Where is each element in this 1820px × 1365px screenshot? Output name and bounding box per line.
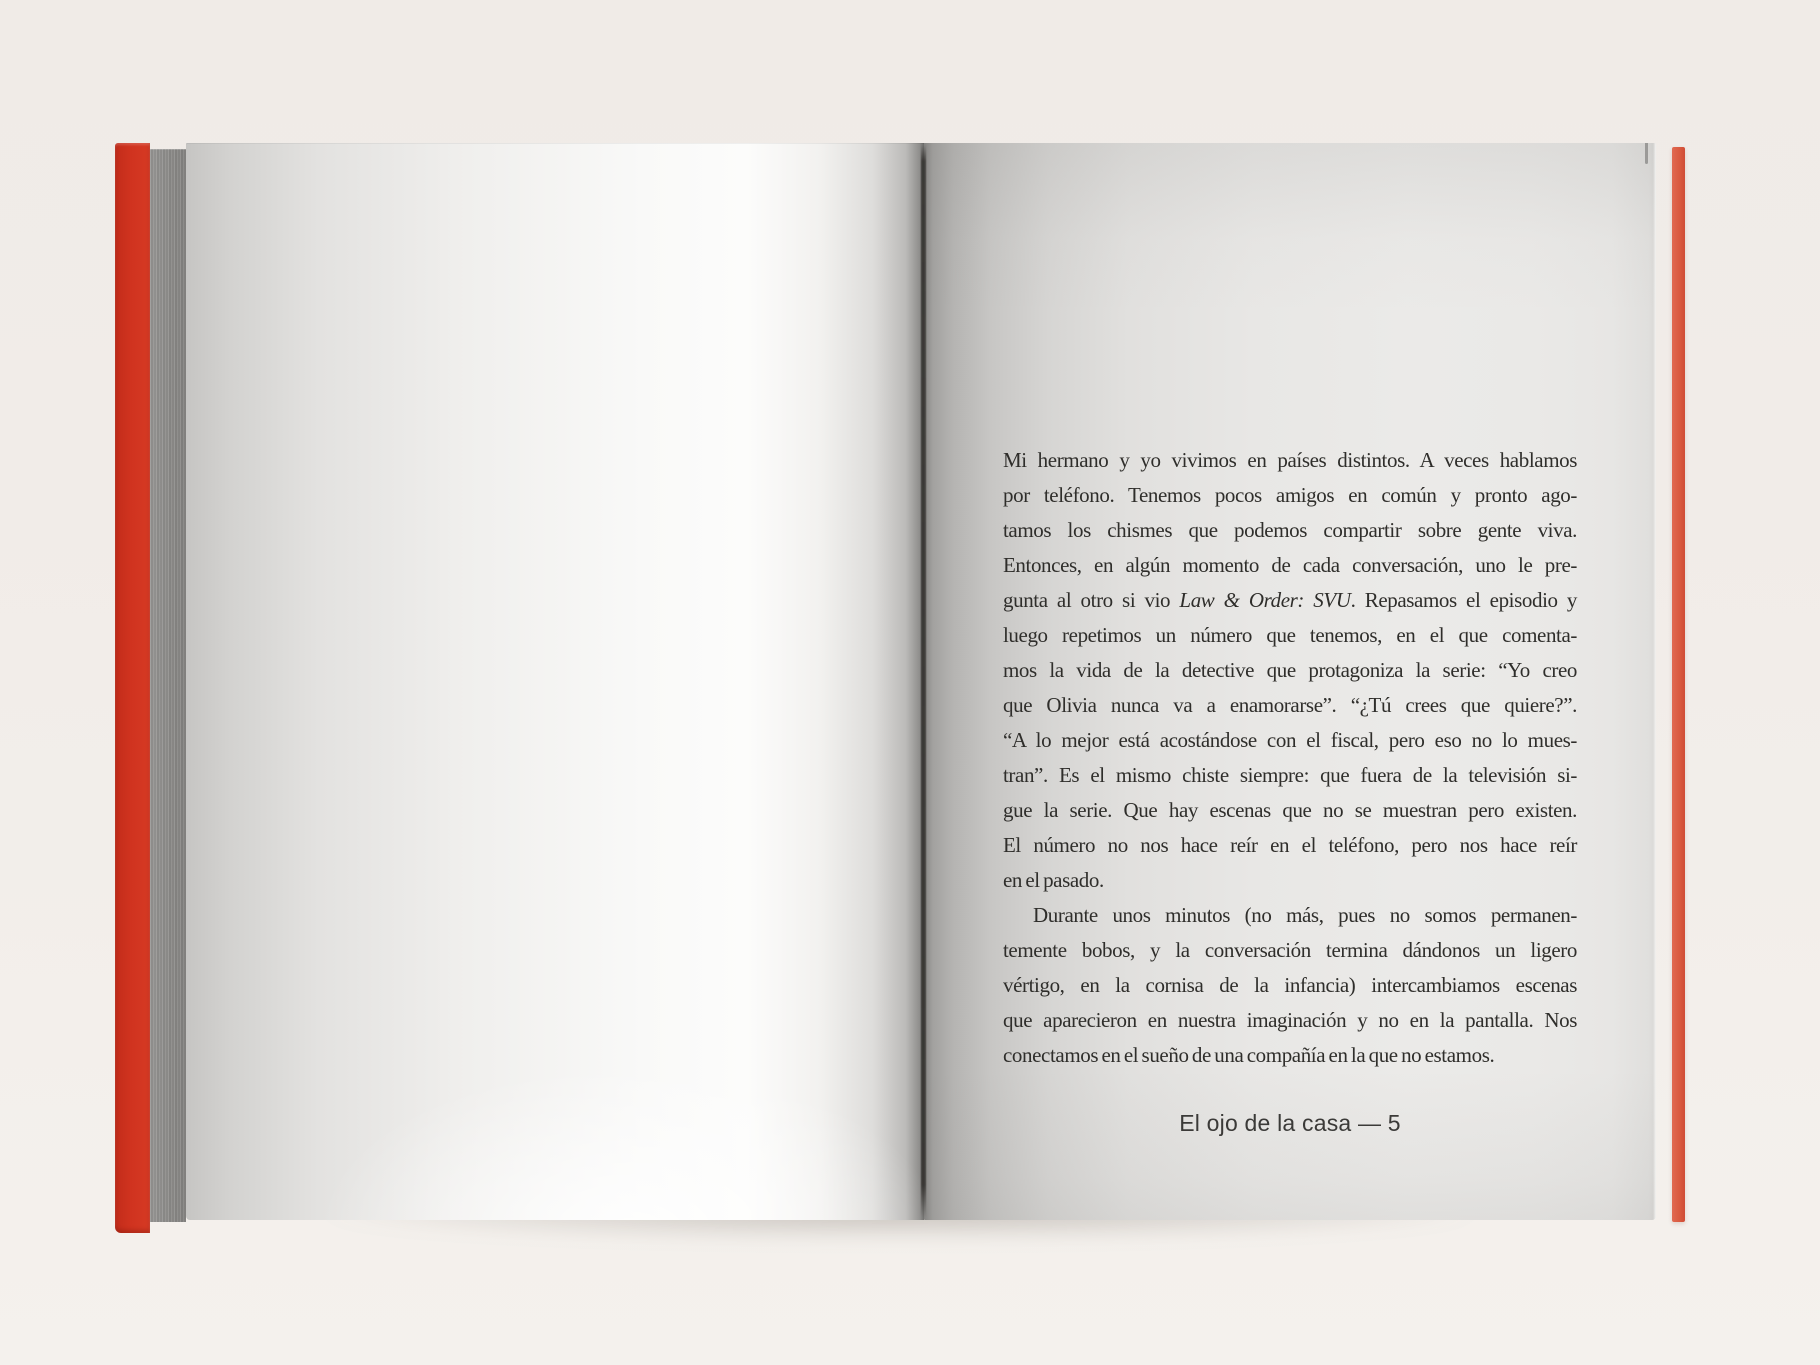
text-segment: Entonces, en algún momento de cada conversación, uno le pre- <box>1003 553 1577 577</box>
text-line <box>1003 1003 1577 1038</box>
back-cover-right-edge <box>1672 147 1685 1222</box>
text-line <box>1003 898 1577 933</box>
right-page <box>924 143 1656 1220</box>
text-line <box>1003 513 1577 548</box>
text-segment: que aparecieron en nuestra imaginación y no en la pantalla. Nos <box>1003 1008 1577 1032</box>
text-segment: Durante unos minutos (no más, pues no somos permanen- <box>1033 903 1577 927</box>
text-segment: . Repasamos el episodio y <box>1350 588 1577 612</box>
text-line <box>1003 478 1577 513</box>
text-line <box>1003 583 1577 618</box>
text-segment: conectamos en el sueño de una compañía en la que no estamos. <box>1003 1043 1495 1067</box>
text-line <box>1003 828 1577 863</box>
text-segment: vértigo, en la cornisa de la infancia) intercambiamos escenas <box>1003 973 1577 997</box>
text-segment: en el pasado. <box>1003 868 1104 892</box>
text-segment: por teléfono. Tenemos pocos amigos en común y pronto ago- <box>1003 483 1577 507</box>
text-segment: tamos los chismes que podemos compartir sobre gente viva. <box>1003 518 1577 542</box>
body-text <box>1003 443 1577 1073</box>
text-segment: temente bobos, y la conversación termina dándonos un ligero <box>1003 938 1577 962</box>
text-segment: luego repetimos un número que tenemos, en el que comenta- <box>1003 623 1577 647</box>
text-line <box>1003 933 1577 968</box>
text-line <box>1003 688 1577 723</box>
text-line <box>1003 1038 1577 1073</box>
text-line <box>1003 618 1577 653</box>
front-cover-left-edge <box>115 143 150 1233</box>
text-line <box>1003 443 1577 478</box>
text-line <box>1003 863 1577 898</box>
bookmark-tick <box>1645 143 1648 164</box>
text-segment: “A lo mejor está acostándose con el fiscal, pero eso no lo mues- <box>1003 728 1577 752</box>
italic-text-segment: Law & Order: SVU <box>1179 588 1351 612</box>
text-segment: tran”. Es el mismo chiste siempre: que fuera de la televisión si- <box>1003 763 1577 787</box>
page-stack-edges <box>150 149 186 1222</box>
text-line <box>1003 968 1577 1003</box>
text-line <box>1003 723 1577 758</box>
text-line <box>1003 793 1577 828</box>
text-line <box>1003 548 1577 583</box>
text-segment: gue la serie. Que hay escenas que no se muestran pero existen. <box>1003 798 1577 822</box>
text-line <box>1003 758 1577 793</box>
footer-running-title: El ojo de la casa — 5 <box>1179 1110 1401 1136</box>
left-page-blank <box>186 143 924 1220</box>
page-footer <box>1003 1109 1577 1137</box>
text-segment: El número no nos hace reír en el teléfono, pero nos hace reír <box>1003 833 1577 857</box>
text-segment: Mi hermano y yo vivimos en países distintos. A veces hablamos <box>1003 448 1577 472</box>
text-segment: mos la vida de la detective que protagoniza la serie: “Yo creo <box>1003 658 1577 682</box>
text-segment: gunta al otro si vio <box>1003 588 1180 612</box>
spine-gutter-shadow <box>921 145 926 1217</box>
text-segment: que Olivia nunca va a enamorarse”. “¿Tú crees que quiere?”. <box>1003 693 1577 717</box>
text-line <box>1003 653 1577 688</box>
